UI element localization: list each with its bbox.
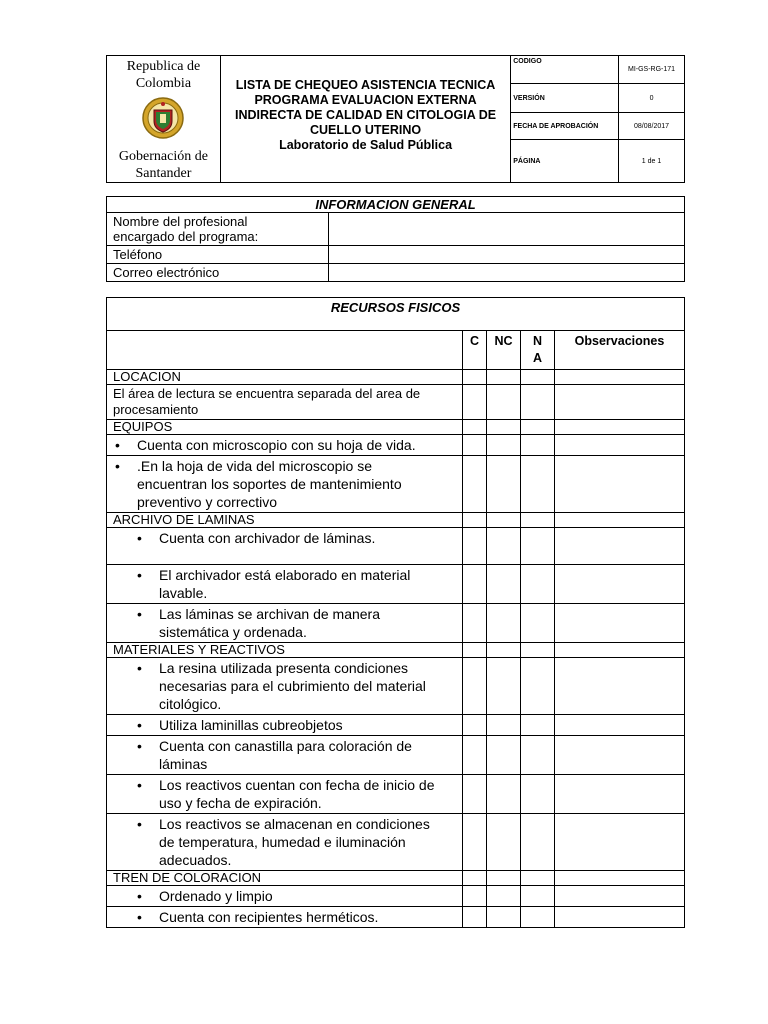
check-nc[interactable] <box>487 907 521 928</box>
check-nc[interactable] <box>487 871 521 886</box>
check-na[interactable] <box>521 565 555 604</box>
item-text-line: lavable. <box>159 585 208 601</box>
check-na[interactable] <box>521 736 555 775</box>
general-info-table <box>106 196 685 282</box>
check-nc[interactable] <box>487 513 521 528</box>
info-label-professional-line2: encargado del programa: <box>113 229 259 244</box>
check-na[interactable] <box>521 907 555 928</box>
check-c[interactable] <box>463 435 487 456</box>
check-nc[interactable] <box>487 420 521 435</box>
item-text-line: procesamiento <box>113 402 199 417</box>
title-line5: Laboratorio de Salud Pública <box>279 138 453 152</box>
check-nc[interactable] <box>487 370 521 385</box>
observation-cell[interactable] <box>555 456 685 513</box>
observation-cell[interactable] <box>555 715 685 736</box>
checklist-item: • Cuenta con microscopio con su hoja de vida. <box>107 435 463 456</box>
physical-resources-table <box>106 297 685 928</box>
checklist-item <box>107 775 463 814</box>
column-header-nc: NC <box>487 331 521 370</box>
title-line3: INDIRECTA DE CALIDAD EN CITOLOGIA DE <box>235 108 497 122</box>
section-locacion: LOCACION <box>107 370 463 385</box>
info-label-phone: Teléfono <box>107 246 329 264</box>
check-na[interactable] <box>521 513 555 528</box>
check-c[interactable] <box>463 370 487 385</box>
checklist-item <box>107 385 463 420</box>
check-nc[interactable] <box>487 643 521 658</box>
observation-cell[interactable] <box>555 643 685 658</box>
section-tren-coloracion: TREN DE COLORACION <box>107 871 463 886</box>
item-text-line: El área de lectura se encuentra separada del area de <box>113 386 421 401</box>
observation-cell[interactable] <box>555 528 685 565</box>
section-materiales-reactivos: MATERIALES Y REACTIVOS <box>107 643 463 658</box>
checklist-item <box>107 604 463 643</box>
column-header-c: C <box>463 331 487 370</box>
check-c[interactable] <box>463 604 487 643</box>
title-line1: LISTA DE CHEQUEO ASISTENCIA TECNICA <box>235 78 496 92</box>
check-na[interactable] <box>521 385 555 420</box>
info-label-professional <box>107 213 329 246</box>
observation-cell[interactable] <box>555 385 685 420</box>
item-text-line: citológico. <box>159 696 222 712</box>
item-text-line: • Los reactivos se almacenan en condiciones <box>159 816 430 832</box>
check-c[interactable] <box>463 907 487 928</box>
observation-cell[interactable] <box>555 565 685 604</box>
check-na[interactable] <box>521 528 555 565</box>
observation-cell[interactable] <box>555 658 685 715</box>
check-nc[interactable] <box>487 715 521 736</box>
checklist-item <box>107 658 463 715</box>
check-na[interactable] <box>521 871 555 886</box>
dept-name-line2: Santander <box>135 166 192 181</box>
check-nc[interactable] <box>487 886 521 907</box>
check-na[interactable] <box>521 420 555 435</box>
meta-label-version: VERSIÓN <box>511 84 619 113</box>
column-header-item <box>107 331 463 370</box>
item-text-line: láminas <box>159 756 208 772</box>
observation-cell[interactable] <box>555 420 685 435</box>
check-c[interactable] <box>463 736 487 775</box>
meta-value-approval-date: 08/08/2017 <box>619 113 685 140</box>
check-nc[interactable] <box>487 814 521 871</box>
item-text-line: • Cuenta con canastilla para coloración de <box>159 738 412 754</box>
document-header <box>106 55 685 183</box>
org-name-line1: Republica de <box>126 59 201 74</box>
observation-cell[interactable] <box>555 907 685 928</box>
check-c[interactable] <box>463 385 487 420</box>
check-c[interactable] <box>463 886 487 907</box>
item-text-line: uso y fecha de expiración. <box>159 795 322 811</box>
check-nc[interactable] <box>487 604 521 643</box>
check-nc[interactable] <box>487 385 521 420</box>
checklist-item: • Cuenta con archivador de láminas. <box>107 528 463 565</box>
column-header-observations: Observaciones <box>555 331 685 370</box>
check-nc[interactable] <box>487 565 521 604</box>
check-c[interactable] <box>463 715 487 736</box>
observation-cell[interactable] <box>555 435 685 456</box>
check-na[interactable] <box>521 715 555 736</box>
meta-label-approval-date: FECHA DE APROBACIÓN <box>511 113 619 140</box>
observation-cell[interactable] <box>555 513 685 528</box>
check-na[interactable] <box>521 775 555 814</box>
meta-label-code: CODIGO <box>511 56 619 84</box>
meta-value-page: 1 de 1 <box>619 140 685 183</box>
column-header-na <box>521 331 555 370</box>
email-field[interactable] <box>329 264 685 282</box>
check-c[interactable] <box>463 643 487 658</box>
check-c[interactable] <box>463 513 487 528</box>
check-c[interactable] <box>463 420 487 435</box>
document-title-cell <box>220 56 510 183</box>
check-nc[interactable] <box>487 435 521 456</box>
checklist-item: • Utiliza laminillas cubreobjetos <box>107 715 463 736</box>
meta-value-version: 0 <box>619 84 685 113</box>
section-archivo-laminas: ARCHIVO DE LAMINAS <box>107 513 463 528</box>
item-text-line: • La resina utilizada presenta condiciones <box>159 660 409 676</box>
title-line4: CUELLO UTERINO <box>310 123 422 137</box>
info-label-professional-line1: Nombre del profesional <box>113 214 248 229</box>
item-text-line: • Las láminas se archivan de manera <box>159 606 381 622</box>
check-na[interactable] <box>521 370 555 385</box>
column-header-na-line2: A <box>532 351 543 365</box>
org-name-line2: Colombia <box>135 76 192 91</box>
info-label-email: Correo electrónico <box>107 264 329 282</box>
check-na[interactable] <box>521 643 555 658</box>
check-c[interactable] <box>463 814 487 871</box>
coat-of-arms-icon <box>141 96 185 140</box>
dept-name-line1: Gobernación de <box>118 149 208 164</box>
item-text-line: de temperatura, humedad e iluminación <box>159 834 406 850</box>
item-text-line: encuentran los soportes de mantenimiento <box>137 476 402 492</box>
observation-cell[interactable] <box>555 604 685 643</box>
check-nc[interactable] <box>487 658 521 715</box>
column-header-na-line1: N <box>532 334 543 348</box>
check-c[interactable] <box>463 775 487 814</box>
phone-field[interactable] <box>329 246 685 264</box>
check-na[interactable] <box>521 658 555 715</box>
check-na[interactable] <box>521 604 555 643</box>
check-nc[interactable] <box>487 528 521 565</box>
check-c[interactable] <box>463 528 487 565</box>
item-text-line: preventivo y correctivo <box>137 494 278 510</box>
item-text-line: adecuados. <box>159 852 232 868</box>
issuer-logo-cell <box>107 56 221 183</box>
check-c[interactable] <box>463 565 487 604</box>
check-na[interactable] <box>521 435 555 456</box>
observation-cell[interactable] <box>555 886 685 907</box>
observation-cell[interactable] <box>555 871 685 886</box>
check-nc[interactable] <box>487 456 521 513</box>
title-line2: PROGRAMA EVALUACION EXTERNA <box>254 93 477 107</box>
check-nc[interactable] <box>487 775 521 814</box>
checklist-item <box>107 736 463 775</box>
checklist-item <box>107 565 463 604</box>
checklist-item <box>107 456 463 513</box>
meta-label-page: PÁGINA <box>511 140 619 183</box>
observation-cell[interactable] <box>555 814 685 871</box>
check-nc[interactable] <box>487 736 521 775</box>
section-equipos: EQUIPOS <box>107 420 463 435</box>
checklist-item <box>107 814 463 871</box>
item-text-line: sistemática y ordenada. <box>159 624 307 640</box>
meta-value-code: MI-GS-RG-171 <box>619 56 685 84</box>
item-text-line: necesarias para el cubrimiento del material <box>159 678 426 694</box>
checklist-item: • Ordenado y limpio <box>107 886 463 907</box>
check-na[interactable] <box>521 456 555 513</box>
check-c[interactable] <box>463 871 487 886</box>
observation-cell[interactable] <box>555 370 685 385</box>
observation-cell[interactable] <box>555 775 685 814</box>
check-c[interactable] <box>463 658 487 715</box>
observation-cell[interactable] <box>555 736 685 775</box>
check-na[interactable] <box>521 886 555 907</box>
item-text-line: • El archivador está elaborado en material <box>159 567 411 583</box>
check-c[interactable] <box>463 456 487 513</box>
professional-name-field[interactable] <box>329 213 685 246</box>
general-info-title: INFORMACION GENERAL <box>107 197 685 213</box>
item-text-line: • .En la hoja de vida del microscopio se <box>137 458 373 474</box>
checklist-item: • Cuenta con recipientes herméticos. <box>107 907 463 928</box>
check-na[interactable] <box>521 814 555 871</box>
item-text-line: • Los reactivos cuentan con fecha de inicio de <box>159 777 435 793</box>
physical-resources-title: RECURSOS FISICOS <box>107 298 685 331</box>
